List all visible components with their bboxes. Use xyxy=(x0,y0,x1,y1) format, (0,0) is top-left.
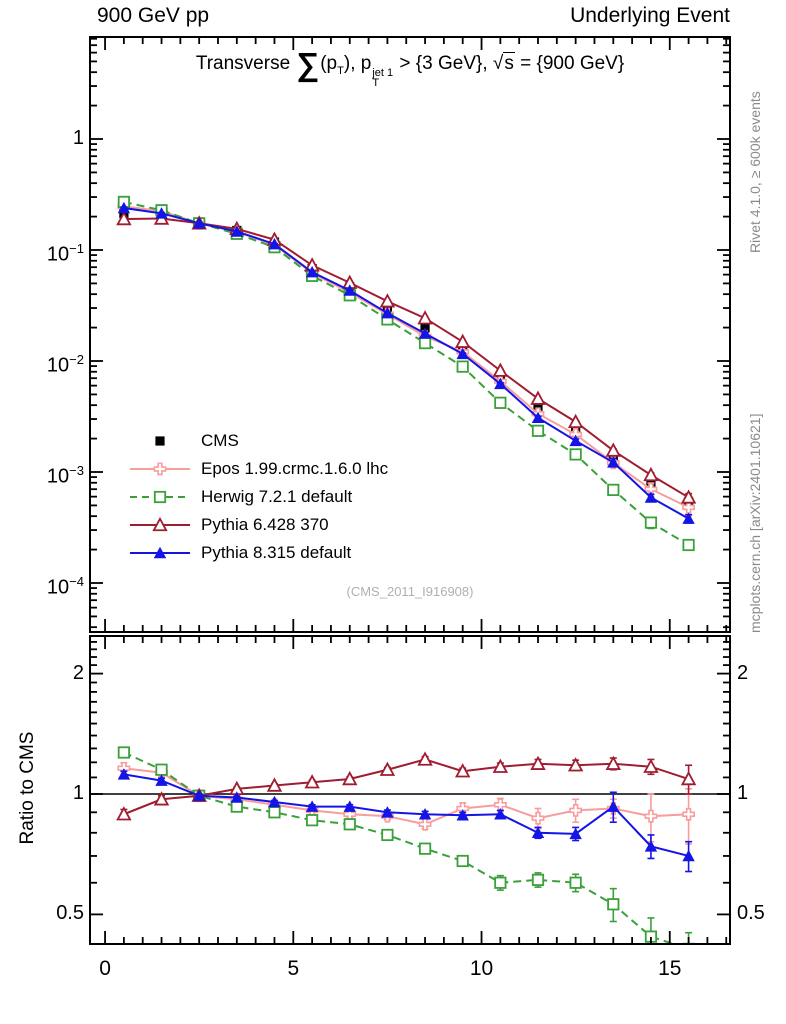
plot-title: Transverse $\sum(p_T)$, p jet 1 T > {3 GeV}, √s = {900 GeV} xyxy=(195,46,625,89)
epos-marker-icon xyxy=(128,458,192,480)
y-ratio-tick-label-right: 0.5 xyxy=(737,902,765,925)
y-main-tick-label: 1 xyxy=(72,127,84,149)
legend-item-pythia6 xyxy=(128,511,388,539)
x-tick-label: 10 xyxy=(469,957,494,980)
herwig-marker-icon xyxy=(128,486,192,508)
pythia8-marker-icon xyxy=(128,542,192,564)
legend-label: Herwig 7.2.1 default xyxy=(201,487,353,506)
legend xyxy=(128,427,388,567)
ratio-series-epos xyxy=(118,763,694,844)
cms-marker-icon xyxy=(128,430,192,452)
legend-label: CMS xyxy=(201,431,239,450)
x-tick-label: 0 xyxy=(99,957,111,980)
pythia6-marker-icon xyxy=(128,514,192,536)
ratio-series-herwig xyxy=(119,747,694,966)
rivet-version-caption: Rivet 4.1.0, ≥ 600k events xyxy=(747,91,763,253)
title-text: Transverse xyxy=(195,53,296,74)
sum-symbol: ∑ xyxy=(296,46,320,82)
ratio-axis-label: Ratio to CMS xyxy=(17,731,38,845)
legend-label: Pythia 6.428 370 xyxy=(201,515,329,534)
y-ratio-tick-label: 2 xyxy=(72,661,84,684)
sqrt-symbol: √ xyxy=(492,53,504,74)
legend-item-herwig xyxy=(128,483,388,511)
legend-label: Pythia 8.315 default xyxy=(201,543,352,562)
y-main-tick-label: $10^{-2}$ xyxy=(46,352,84,377)
pt-jet-stack: jet 1 T xyxy=(372,67,394,89)
x-tick-label: 15 xyxy=(658,957,682,980)
y-ratio-tick-label-right: 1 xyxy=(737,782,749,804)
analysis-id-watermark: (CMS_2011_I916908) xyxy=(346,584,474,599)
y-main-tick-label: $10^{-1}$ xyxy=(46,241,84,266)
y-ratio-tick-label: 1 xyxy=(72,782,84,804)
legend-item-epos xyxy=(128,455,388,483)
mcplots-arxiv-caption: mcplots.cern.ch [arXiv:2401.10621] xyxy=(747,413,763,633)
y-ratio-tick-label: 0.5 xyxy=(56,902,84,925)
legend-label: Epos 1.99.crmc.1.6.0 lhc xyxy=(201,459,389,478)
header-beam-label: 900 GeV pp xyxy=(97,4,210,27)
legend-item-cms xyxy=(128,427,388,455)
legend-item-pythia8 xyxy=(128,539,388,567)
header-analysis-label: Underlying Event xyxy=(570,4,730,27)
y-main-tick-label: $10^{-3}$ xyxy=(46,463,84,488)
y-main-tick-label: $10^{-4}$ xyxy=(46,574,84,599)
y-ratio-tick-label-right: 2 xyxy=(737,661,749,684)
x-tick-label: 5 xyxy=(287,957,300,980)
